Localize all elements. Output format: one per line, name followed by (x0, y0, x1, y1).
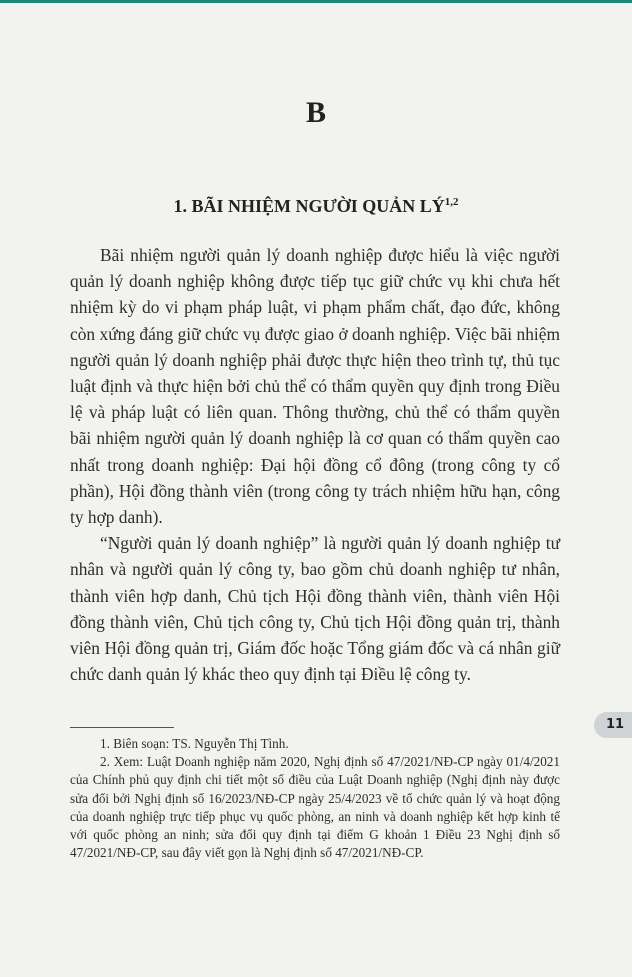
top-border-rule (0, 0, 632, 3)
article-title-text: 1. BÃI NHIỆM NGƯỜI QUẢN LÝ (173, 196, 445, 216)
section-letter: B (305, 96, 326, 129)
footnote-separator (70, 727, 174, 728)
body-text (70, 242, 560, 687)
footnote-refs: 1,2 (444, 196, 459, 208)
footnote: 1. Biên soạn: TS. Nguyễn Thị Tình. (100, 736, 289, 751)
body-paragraph: “Người quản lý doanh nghiệp” là người quản lý doanh nghiệp tư nhân và người quản lý công ty, bao gồm chủ doanh nghiệp tư nhân, thành viên hợp danh, Chủ tịch Hội đồng thành viên, thành viên Hội đồng thành viên, Chủ tịch công ty, Chủ tịch Hội đồng quản trị, thành viên Hội đồng quản trị, Giám đốc hoặc Tổng giám đốc và cá nhân giữ chức danh quản lý khác theo quy định tại Điều lệ công ty. (70, 533, 560, 685)
footnotes (70, 735, 560, 862)
page-number-tab: 11 (594, 712, 632, 738)
footnote: 2. Xem: Luật Doanh nghiệp năm 2020, Nghị định số 47/2021/NĐ-CP ngày 01/4/2021 của Chính phủ quy định chi tiết một số điều của Luật Doanh nghiệp (Nghị định này được sửa đổi bởi Nghị định số 16/2023/NĐ-CP ngày 25/4/2023 về tổ chức quản lý và hoạt động của doanh nghiệp trực tiếp phục vụ quốc phòng, an ninh và doanh nghiệp kết hợp kinh tế với quốc phòng an ninh; sửa đổi quy định tại điểm G khoản 1 Điều 23 Nghị định số 47/2021/NĐ-CP, sau đây viết gọn là Nghị định số 47/2021/NĐ-CP. (70, 754, 560, 861)
article-title (0, 196, 632, 217)
body-paragraph: Bãi nhiệm người quản lý doanh nghiệp được hiểu là việc người quản lý doanh nghiệp không được tiếp tục giữ chức vụ khi chưa hết nhiệm kỳ do vi phạm pháp luật, vi phạm phẩm chất, đạo đức, không còn xứng đáng giữ chức vụ được giao ở doanh nghiệp. Việc bãi nhiệm người quản lý doanh nghiệp phải được thực hiện theo trình tự, thủ tục luật định và thực hiện bởi chủ thể có thẩm quyền quy định trong Điều lệ và pháp luật có liên quan. Thông thường, chủ thể có thẩm quyền bãi nhiệm người quản lý doanh nghiệp là cơ quan có thẩm quyền cao nhất trong doanh nghiệp: Đại hội đồng cổ đông (trong công ty cổ phần), Hội đồng thành viên (trong công ty trách nhiệm hữu hạn, công ty hợp danh). (70, 245, 560, 528)
